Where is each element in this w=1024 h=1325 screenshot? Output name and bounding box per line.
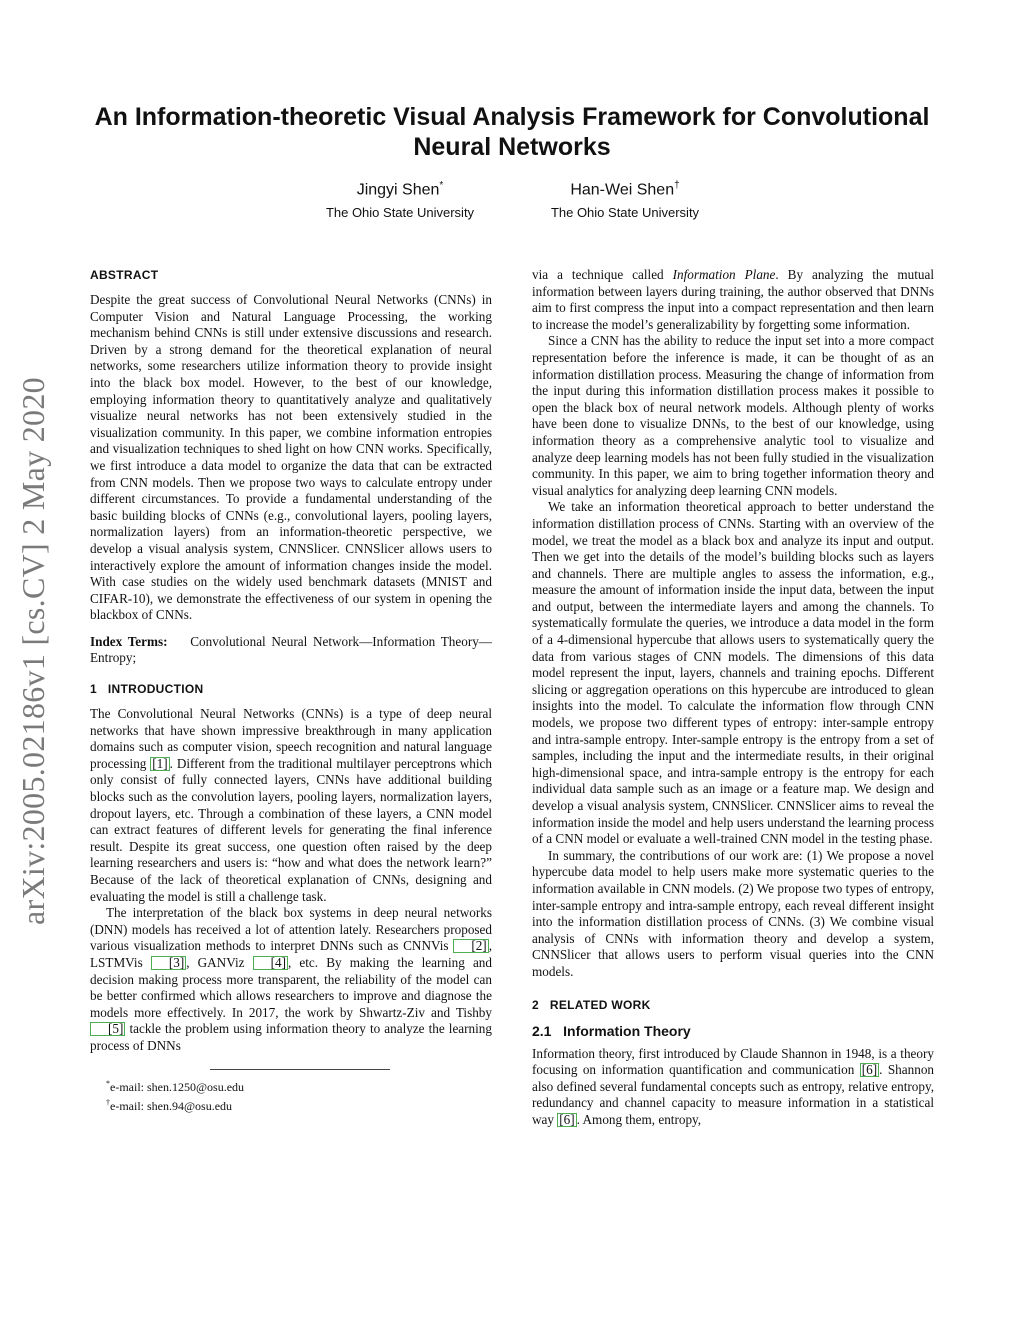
paragraph-text: . By analyzing the mutual information between layers during training, the author observed that DNNs aim to first compress the input into a compact representation and then learn to increase the model’s generalizability by forgetting some information. <box>532 267 934 332</box>
author-footnote-mark: * <box>439 180 444 191</box>
section-heading-related-work <box>532 997 934 1013</box>
paragraph-text: , GANViz <box>186 954 253 970</box>
left-column <box>90 267 492 1114</box>
abstract-heading <box>90 267 492 283</box>
author-name: Han-Wei Shen <box>570 181 675 199</box>
footnote-text: e-mail: shen.1250@osu.edu <box>110 1079 245 1094</box>
citation-link[interactable]: [4] <box>253 956 288 970</box>
intro-paragraph-4: Since a CNN has the ability to reduce the input set into a more compact representation before the inference is made, it can be thought of as an information distillation process. Measuring the change of information from the input during this information distillation process makes it possible to open the black box of neural network models. Although plenty of works have been done to visualize DNNs, to the best of our knowledge, using information theory as a comprehensive analytic tool to visualize and analyze deep learning models has not been fully studied in the visualization community. In this paper, we aim to bring together information theory and visual analytics for analyzing deep learning CNN models. <box>532 333 934 498</box>
intro-paragraph-1 <box>90 706 492 905</box>
footnote <box>90 1076 492 1095</box>
section-number: 1 <box>90 682 97 697</box>
intro-paragraph-2 <box>90 905 492 1054</box>
paragraph-text: . Different from the traditional multilayer perceptrons which only consist of fully connected layers, CNNs have additional building blocks such as the convolution layers, pooling layers, normalization layers, dropout layers, etc. Through a combination of these layers, a CNN model can extract features of different levels for generating the final inference result. Despite its great success, one question often raised by the deep learning researchers and users is: “how and what does the network learn?” Because of the lack of theoretical explanation of CNNs, designing and evaluating the model is still a challenge task. <box>90 755 492 904</box>
paragraph-text: Information theory, first introduced by Claude Shannon in 1948, is a theory focusing on information quantification and communication <box>532 1045 934 1078</box>
citation-link[interactable]: [6] <box>559 1111 575 1127</box>
footnote <box>90 1095 492 1114</box>
author-block <box>525 176 725 222</box>
citation-link[interactable]: [5] <box>90 1022 125 1036</box>
intro-paragraph-3 <box>532 267 934 333</box>
subsection-heading <box>532 1022 934 1040</box>
footnote-mark: † <box>106 1097 110 1107</box>
right-column <box>532 267 934 1129</box>
section-title: RELATED WORK <box>549 997 651 1012</box>
paper-title: An Information-theoretic Visual Analysis Framework for Convolutional Neural Networks <box>94 103 930 161</box>
footnote-divider <box>210 1069 390 1070</box>
arxiv-identifier-stamp: arXiv:2005.02186v1 [cs.CV] 2 May 2020 <box>15 377 51 925</box>
paragraph-text: , etc. By making the learning and decision making process more transparent, the reliability of the model can be better confirmed which allows researchers to improve and diagnose the models more effectively. In 2017, the work by Shwartz-Ziv and Tishby <box>90 954 492 1020</box>
author-footnote-mark: † <box>674 180 680 191</box>
index-terms-text: Convolutional Neural Network—Information Theory—Entropy; <box>90 633 492 666</box>
paragraph-text: . Among them, entropy, <box>576 1111 702 1127</box>
citation-link[interactable]: [1] <box>152 755 168 771</box>
paragraph-text: The interpretation of the black box systems in deep neural networks (DNN) models has received a lot of attention lately. Researchers proposed various visualization methods to interpret DNNs such as CNNVis <box>90 905 492 954</box>
paragraph-text: via a technique called <box>532 267 673 282</box>
footnote-text: e-mail: shen.94@osu.edu <box>110 1098 233 1113</box>
citation-link[interactable]: [6] <box>861 1062 878 1078</box>
index-terms <box>90 634 492 667</box>
author-name: Jingyi Shen <box>356 181 440 199</box>
paragraph-text: tackle the problem using information theory to analyze the learning process of DNNs <box>90 1021 492 1053</box>
author-affiliation: The Ohio State University <box>325 205 475 221</box>
related-paragraph-1 <box>532 1046 934 1129</box>
author-affiliation: The Ohio State University <box>550 205 700 221</box>
section-title: INTRODUCTION <box>107 682 204 697</box>
abstract-text: Despite the great success of Convolutional Neural Networks (CNNs) in Computer Vision and Natural Language Processing, the working mechanism behind CNNs is still under extensive discussions and research. Driven by a strong demand for the theoretical explanation of neural networks, some researchers utilize information theory to provide insight into the black box model. However, to the best of our knowledge, employing information theory to quantitatively analyze and qualitatively visualize neural networks has not been extensively studied in the visualization community. In this paper, we combine information entropies and visualization techniques to shed light on how CNN works. Specifically, we first introduce a data model to organize the data that can be extracted from CNN models. Then we propose two ways to calculate entropy under different circumstances. To provide a fundamental understanding of the basic building blocks of CNNs (e.g., convolutional layers, pooling layers, normalization layers) from an information-theoretic perspective, we develop a visual analysis system, CNNSlicer. CNNSlicer allows users to interactively explore the amount of information changes inside the model. With case studies on the widely used benchmark datasets (MNIST and CIFAR-10), we demonstrate the effectiveness of our system in opening the blackbox of CNNs. <box>90 292 492 623</box>
section-number: 2 <box>532 997 539 1012</box>
abstract-heading-text: ABSTRACT <box>90 268 159 282</box>
paragraph-text: The Convolutional Neural Networks (CNNs) is a type of deep neural networks that have shown impressive breakthrough in many application domains such as computer vision, speech recognition and natural language processing <box>90 706 492 771</box>
section-heading-introduction <box>90 681 492 697</box>
intro-paragraph-6: In summary, the contributions of our work are: (1) We propose a novel hypercube data model to help users make more systematic queries to the information available in CNN models. (2) We propose two types of entropy, inter-sample entropy and intra-sample entropy, each reveal different insight into the information distillation process of CNNs. (3) We combine visual analysis of CNNs with information theory and develop a system, CNNSlicer that allows users to perform visual queries into the CNN models. <box>532 847 934 979</box>
emphasis-text: Information Plane <box>672 267 776 282</box>
citation-link[interactable]: [2] <box>453 939 488 953</box>
footnote-mark: * <box>106 1078 110 1088</box>
paragraph-text: . Shannon also defined several fundamental concepts such as entropy, relative entropy, redundancy and channel capacity to measure information in a statistical way <box>532 1062 935 1127</box>
author-block <box>300 176 500 222</box>
subsection-title: Information Theory <box>563 1022 691 1039</box>
index-terms-label: Index Terms: <box>90 633 168 649</box>
subsection-number: 2.1 <box>532 1022 552 1039</box>
paragraph-text: , LSTMVis <box>90 938 492 970</box>
intro-paragraph-5: We take an information theoretical approach to better understand the information distillation process of CNNs. Starting with an overview of the model, we treat the model as a black box and analyze its input and output. Then we get into the details of the model’s building blocks such as layers and channels. There are multiple angles to assess the information, e.g., measure the amount of information inside the input data, between the input and output, between the intermediate layers and among the channels. To systematically formulate the queries, we introduce a data model in the form of a 4-dimensional hypercube that allows users to systematically query the data from various stages of CNN models. The dimensions of this data model represent the input, layers, channels and training epochs. Different slicing or aggregation operations on this hypercube are introduced to glean insights into the model. To calculate the information flow through CNN models, we propose two different types of entropy: inter-sample entropy and intra-sample entropy. Inter-sample entropy is the entropy from a set of samples, including the input and the intermediate results, in their original high-dimensional space, and intra-sample entropy is the entropy for each individual data sample such as an image or a feature map. We design and develop a visual analysis system, CNNSlicer. CNNSlicer aims to reveal the information inside the model and help users understand the learning process of a CNN model or evaluate a well-trained CNN model in the testing phase. <box>532 499 934 847</box>
citation-link[interactable]: [3] <box>151 956 186 970</box>
